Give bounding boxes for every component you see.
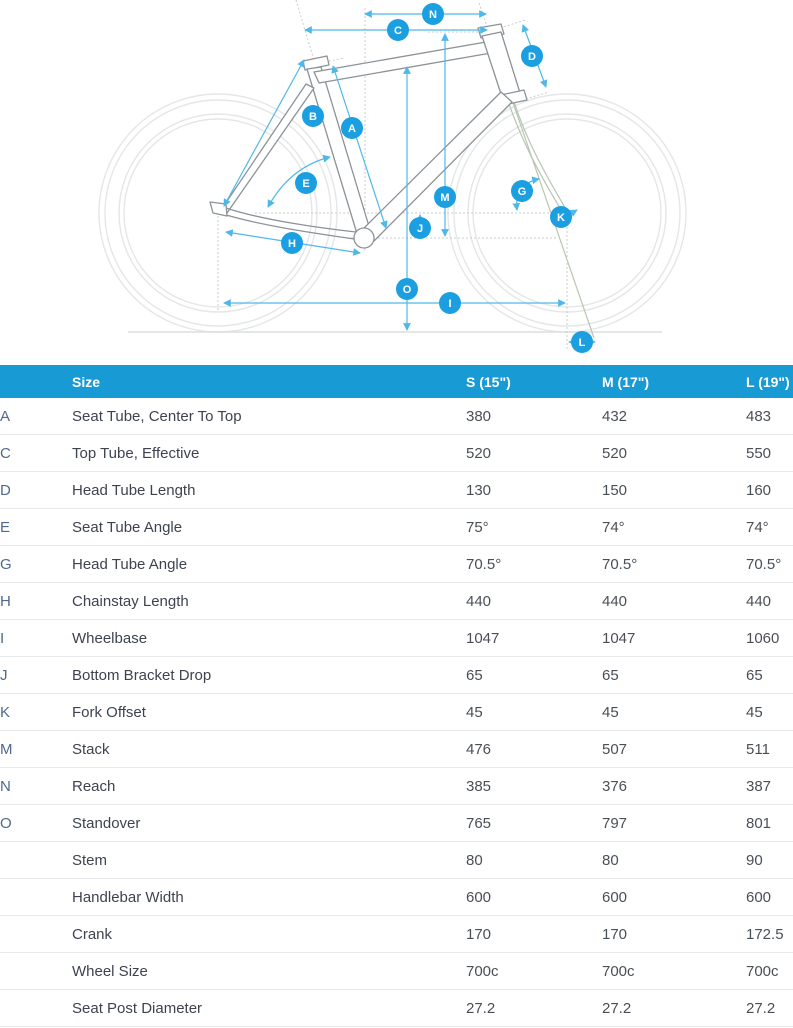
geometry-table-header (0, 365, 793, 398)
value-l: 387 (746, 768, 793, 805)
table-row (0, 509, 793, 546)
value-m: 432 (602, 398, 746, 435)
value-m: 440 (602, 583, 746, 620)
bottom-bracket (354, 228, 374, 248)
row-letter: E (0, 509, 72, 546)
value-l: 483 (746, 398, 793, 435)
value-l: 45 (746, 694, 793, 731)
header-size-m: M (17") (602, 365, 746, 398)
value-m: 150 (602, 472, 746, 509)
row-name: Bottom Bracket Drop (72, 657, 466, 694)
table-row (0, 842, 793, 879)
diagram-label-M (434, 186, 456, 208)
header-letter-spacer (0, 365, 72, 398)
diagram-label-L (571, 331, 593, 353)
value-s: 170 (466, 916, 602, 953)
value-s: 476 (466, 731, 602, 768)
row-name: Seat Tube, Center To Top (72, 398, 466, 435)
row-name: Seat Post Diameter (72, 990, 466, 1027)
table-row (0, 472, 793, 509)
value-m: 27.2 (602, 990, 746, 1027)
diagram-label-O (396, 278, 418, 300)
row-letter: C (0, 435, 72, 472)
row-letter: J (0, 657, 72, 694)
svg-text:I: I (448, 298, 452, 311)
diagram-label-H (281, 232, 303, 254)
diagram-label-A (341, 117, 363, 139)
row-name: Reach (72, 768, 466, 805)
value-m: 74° (602, 509, 746, 546)
svg-text:E: E (302, 178, 310, 191)
value-l: 550 (746, 435, 793, 472)
diagram-label-D (521, 45, 543, 67)
svg-text:D: D (528, 51, 536, 64)
row-letter: M (0, 731, 72, 768)
diagram-label-E (295, 172, 317, 194)
diagram-label-K (550, 206, 572, 228)
row-letter: D (0, 472, 72, 509)
value-l: 511 (746, 731, 793, 768)
value-l: 65 (746, 657, 793, 694)
value-m: 600 (602, 879, 746, 916)
value-s: 65 (466, 657, 602, 694)
row-name: Fork Offset (72, 694, 466, 731)
geometry-table-body (0, 398, 793, 1027)
svg-text:K: K (557, 212, 565, 225)
diagram-label-B (302, 105, 324, 127)
table-row (0, 916, 793, 953)
table-row (0, 694, 793, 731)
diagram-label-N (422, 3, 444, 25)
header-size: Size (72, 365, 466, 398)
svg-text:J: J (416, 223, 424, 236)
value-m: 45 (602, 694, 746, 731)
table-row (0, 398, 793, 435)
value-l: 801 (746, 805, 793, 842)
row-letter: A (0, 398, 72, 435)
value-s: 520 (466, 435, 602, 472)
value-s: 45 (466, 694, 602, 731)
svg-text:N: N (429, 9, 437, 22)
svg-text:G: G (517, 186, 527, 199)
row-name: Top Tube, Effective (72, 435, 466, 472)
table-row (0, 731, 793, 768)
row-name: Head Tube Angle (72, 546, 466, 583)
row-letter (0, 916, 72, 953)
header-size-l: L (19") (746, 365, 793, 398)
value-s: 130 (466, 472, 602, 509)
diagram-label-I (439, 292, 461, 314)
row-name: Seat Tube Angle (72, 509, 466, 546)
value-m: 520 (602, 435, 746, 472)
table-row (0, 620, 793, 657)
value-s: 80 (466, 842, 602, 879)
value-m: 376 (602, 768, 746, 805)
value-l: 27.2 (746, 990, 793, 1027)
value-s: 600 (466, 879, 602, 916)
table-row (0, 768, 793, 805)
row-letter: H (0, 583, 72, 620)
value-l: 700c (746, 953, 793, 990)
row-name: Wheel Size (72, 953, 466, 990)
svg-text:B: B (309, 111, 317, 124)
row-letter: G (0, 546, 72, 583)
row-name: Standover (72, 805, 466, 842)
value-s: 440 (466, 583, 602, 620)
row-letter (0, 990, 72, 1027)
value-l: 1060 (746, 620, 793, 657)
table-row (0, 583, 793, 620)
geometry-diagram (0, 0, 793, 365)
head-tube (482, 32, 521, 100)
value-s: 75° (466, 509, 602, 546)
table-row (0, 435, 793, 472)
value-l: 90 (746, 842, 793, 879)
value-l: 74° (746, 509, 793, 546)
down-tube (362, 92, 512, 241)
value-m: 507 (602, 731, 746, 768)
value-l: 600 (746, 879, 793, 916)
row-name: Stem (72, 842, 466, 879)
value-l: 440 (746, 583, 793, 620)
value-m: 170 (602, 916, 746, 953)
value-m: 700c (602, 953, 746, 990)
table-row (0, 990, 793, 1027)
row-letter: N (0, 768, 72, 805)
row-name: Wheelbase (72, 620, 466, 657)
row-letter: O (0, 805, 72, 842)
dim-B-seat-stay (224, 60, 304, 206)
row-name: Crank (72, 916, 466, 953)
bike-frame (210, 24, 527, 251)
value-s: 70.5° (466, 546, 602, 583)
svg-text:H: H (288, 238, 296, 251)
row-letter: I (0, 620, 72, 657)
svg-text:O: O (402, 284, 412, 297)
seat-stay (221, 84, 314, 213)
diagram-label-G (511, 180, 533, 202)
row-letter (0, 842, 72, 879)
table-row (0, 953, 793, 990)
value-m: 797 (602, 805, 746, 842)
value-l: 160 (746, 472, 793, 509)
table-row (0, 879, 793, 916)
value-m: 1047 (602, 620, 746, 657)
row-letter (0, 953, 72, 990)
value-m: 80 (602, 842, 746, 879)
value-m: 65 (602, 657, 746, 694)
svg-text:A: A (348, 123, 356, 136)
row-letter: K (0, 694, 72, 731)
row-name: Head Tube Length (72, 472, 466, 509)
row-name: Chainstay Length (72, 583, 466, 620)
value-s: 380 (466, 398, 602, 435)
value-s: 385 (466, 768, 602, 805)
svg-text:M: M (440, 192, 450, 205)
value-s: 700c (466, 953, 602, 990)
row-letter (0, 879, 72, 916)
geometry-table (0, 365, 793, 1027)
svg-text:C: C (394, 25, 402, 38)
svg-text:L: L (578, 337, 586, 350)
row-name: Stack (72, 731, 466, 768)
geometry-diagram-svg (0, 0, 793, 365)
header-size-s: S (15") (466, 365, 602, 398)
table-row (0, 657, 793, 694)
table-row (0, 805, 793, 842)
diagram-label-J (409, 217, 431, 239)
value-l: 172.5 (746, 916, 793, 953)
value-l: 70.5° (746, 546, 793, 583)
row-name: Handlebar Width (72, 879, 466, 916)
value-s: 27.2 (466, 990, 602, 1027)
top-tube (314, 42, 491, 83)
value-m: 70.5° (602, 546, 746, 583)
value-s: 1047 (466, 620, 602, 657)
table-row (0, 546, 793, 583)
value-s: 765 (466, 805, 602, 842)
diagram-label-C (387, 19, 409, 41)
